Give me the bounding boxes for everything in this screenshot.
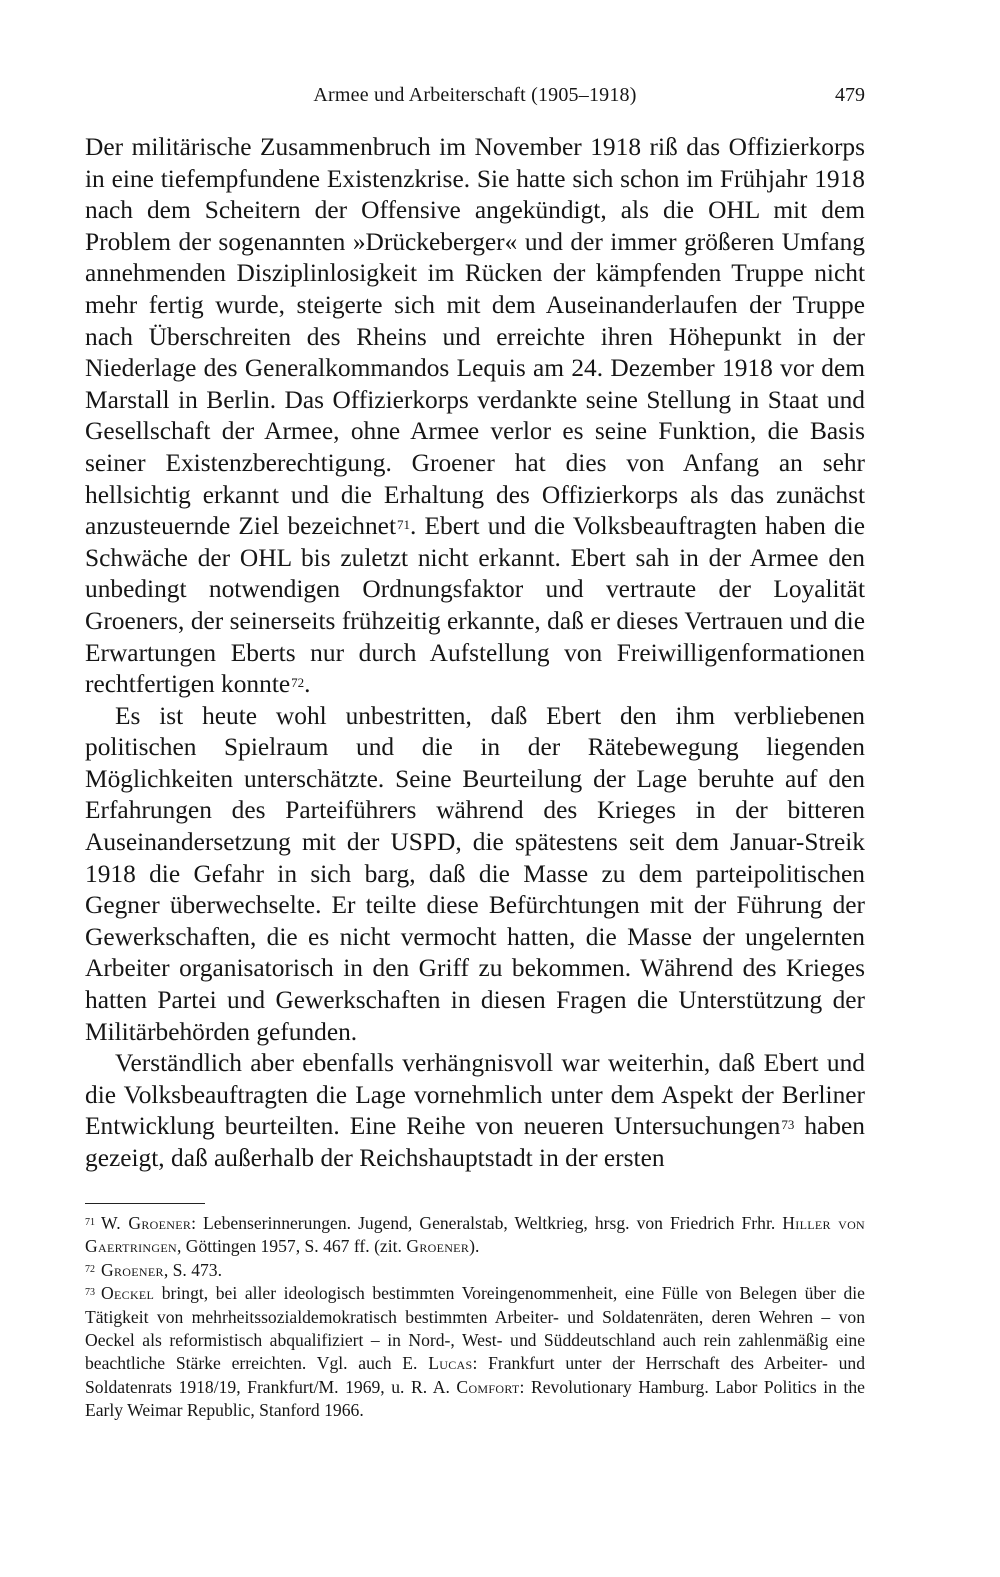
footnote-number-72: 72: [85, 1263, 95, 1275]
footnote-ref-72: 72: [291, 675, 305, 691]
footnote-ref-73: 73: [781, 1117, 795, 1133]
paragraph-1-part-c: .: [304, 670, 311, 699]
footnote-71-text-1: : Lebenserinnerungen. Jugend, Generalstab, Weltkrieg, hrsg. von Friedrich Frhr.: [191, 1213, 783, 1233]
footnote-73-text-3: : Revolutionary Hamburg. Labor Politics in the Early Weimar Republic, Stanford 1966.: [85, 1376, 865, 1421]
running-title: Armee und Arbeiterschaft (1905–1918): [313, 84, 637, 106]
footnote-number-71: 71: [85, 1217, 95, 1228]
paragraph-1-part-b: . Ebert und die Volksbeauftragten haben die Schwäche der OHL bis zuletzt nicht erkannt. Ebert sah in der Armee den unbedingt notwendigen Ordnungsfaktor und vertraute der Loyalität Groeners, der seinerseits frühzeitig erkannte, daß er dieses Vertrauen und die Erwartungen Eberts nur durch Aufstellung von Freiwilligenformationen rechtfertigen konnte: [85, 512, 865, 699]
paragraph-3: [85, 1048, 865, 1174]
footnote-73-author-2: Lucas: [428, 1353, 473, 1374]
footnote-73: [85, 1282, 865, 1422]
footnote-ref-71: 71: [397, 517, 411, 533]
paragraph-1: [85, 132, 865, 701]
paragraph-3-part-b: haben gezeigt, daß außerhalb der Reichshauptstadt in der ersten: [85, 1112, 865, 1172]
footnote-71: [85, 1212, 865, 1259]
footnote-71-short-title: Groener: [406, 1236, 470, 1257]
footnote-72-text: , S. 473.: [163, 1259, 222, 1280]
footnote-73-text-2: : Frankfurt unter der Herrschaft des Arbeiter- und Soldatenrats 1918/19, Frankfurt/M. 1969, u. R. A.: [85, 1353, 865, 1397]
footnote-number-73: 73: [85, 1287, 95, 1299]
page-header: [85, 84, 865, 114]
footnote-71-text-2: , Göttingen 1957, S. 467 ff. (zit.: [176, 1236, 407, 1257]
footnote-73-text-1: bringt, bei aller ideologisch bestimmten Voreingenommenheit, eine Fülle von Belegen über die Tätigkeit von mehrheitssozialdemokratisch bestimmten Arbeiter- und Soldatenräten, deren Wehren – von Oeckel als reformistisch abqualifiziert – in Nord-, West- und Süddeutschland auch rein zahlenmäßig eine beachtliche Stärke erreichten. Vgl. auch E.: [85, 1283, 865, 1374]
footnote-separator: [85, 1203, 205, 1204]
main-text: [85, 132, 865, 1175]
footnote-73-author-3: Comfort: [456, 1376, 520, 1397]
paragraph-2: Es ist heute wohl unbestritten, daß Ebert den ihm verbliebenen politischen Spielraum und die in der Rätebewegung liegenden Möglichkeiten unterschätzte. Seine Beurteilung der Lage beruhte auf den Erfahrungen des Parteiführers während des Krieges in der bitteren Auseinandersetzung mit der USPD, die spätestens seit dem Januar-Streik 1918 die Gefahr in sich barg, daß die Masse zu dem parteipolitischen Gegner überwechselte. Er teilte diese Befürchtungen mit der Führung der Gewerkschaften, die es nicht vermocht hatten, die Masse der ungelernten Arbeiter organisatorisch in den Griff zu bekommen. Während des Krieges hatten Partei und Gewerkschaften in diesen Fragen die Unterstützung der Militärbehörden gefunden.: [85, 701, 865, 1046]
footnote-72: [85, 1259, 865, 1282]
footnote-72-author: Groener: [101, 1259, 164, 1280]
footnote-71-editor: Hiller von Gaertringen: [85, 1213, 866, 1257]
footnotes: [85, 1212, 865, 1423]
footnote-71-author: W. Groener: [101, 1213, 192, 1233]
paragraph-1-part-a: Der militärische Zusammenbruch im November 1918 riß das Offizierkorps in eine tiefempfundene Existenzkrise. Sie hatte sich schon im Frühjahr 1918 nach dem Scheitern der Offensive angekündigt, als die OHL mit dem Problem der sogenannten »Drückeberger« und der immer größeren Umfang annehmenden Disziplinlosigkeit im Rücken der kämpfenden Truppe nicht mehr fertig wurde, steigerte sich mit dem Auseinanderlaufen der Truppe nach Überschreiten des Rheins und erreichte ihren Höhepunkt in der Niederlage des Generalkommandos Lequis am 24. Dezember 1918 vor dem Marstall in Berlin. Das Offizierkorps verdankte seine Stellung in Staat und Gesellschaft der Armee, ohne Armee verlor es seine Funktion, die Basis seiner Existenzberechtigung. Groener hat dies von Anfang an sehr hellsichtig erkannt und die Erhaltung des Offizierkorps als das zunächst anzusteuernde Ziel bezeichnet: [85, 133, 865, 541]
footnote-71-text-3: ).: [469, 1236, 480, 1257]
footnote-73-author: Oeckel: [101, 1283, 155, 1304]
page-number: 479: [835, 84, 865, 106]
paragraph-3-part-a: Verständlich aber ebenfalls verhängnisvoll war weiterhin, daß Ebert und die Volksbeauftragten die Lage vornehmlich unter dem Aspekt der Berliner Entwicklung beurteilten. Eine Reihe von neueren Untersuchungen: [85, 1049, 865, 1141]
